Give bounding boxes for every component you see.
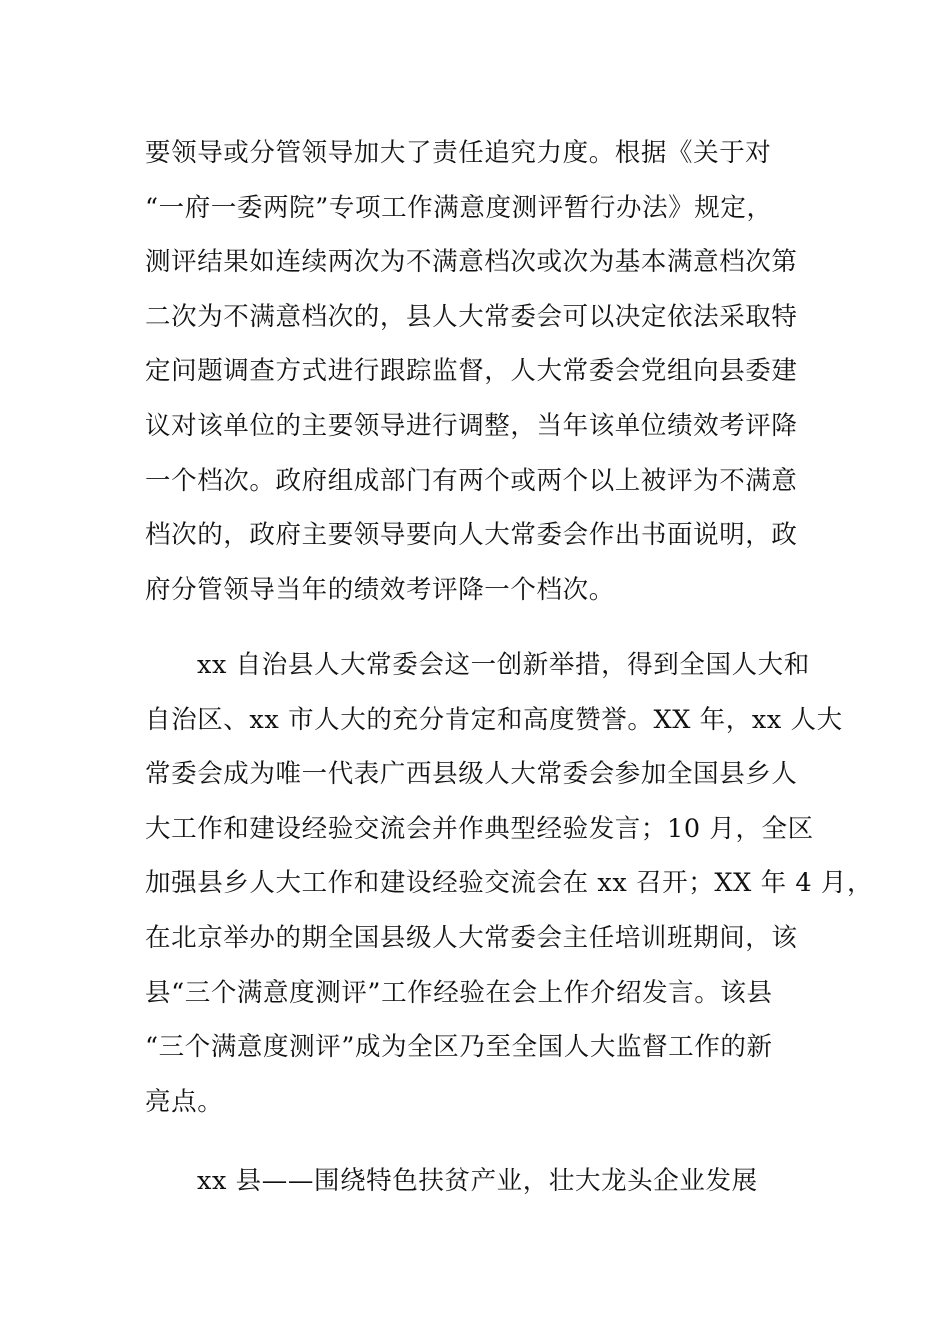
- text-line: “一府一委两院”专项工作满意度测评暂行办法》规定，: [145, 192, 773, 223]
- section-heading: xx 县——围绕特色扶贫产业，壮大龙头企业发展: [197, 1166, 758, 1196]
- text-line: 自治区、xx 市人大的充分肯定和高度赞誉。XX 年，xx 人大: [145, 704, 843, 735]
- text-line: 亮点。: [145, 1086, 224, 1117]
- text-line: 在北京举办的期全国县级人大常委会主任培训班期间，该: [145, 922, 798, 953]
- text-line: xx 自治县人大常委会这一创新举措，得到全国人大和: [197, 650, 810, 680]
- text-line: 定问题调查方式进行跟踪监督，人大常委会党组向县委建: [145, 356, 798, 387]
- paragraph-responsibility-accountability: [145, 126, 815, 617]
- text-line: 一个档次。政府组成部门有两个或两个以上被评为不满意: [145, 465, 798, 496]
- text-line: 档次的，政府主要领导要向人大常委会作出书面说明，政: [145, 520, 798, 551]
- text-line: 二次为不满意档次的，县人大常委会可以决定依法采取特: [145, 301, 798, 332]
- text-line: 县“三个满意度测评”工作经验在会上作介绍发言。该县: [145, 977, 773, 1008]
- text-line: 加强县乡人大工作和建设经验交流会在 xx 召开；XX 年 4 月，: [145, 868, 874, 899]
- paragraph-innovation-recognition: [145, 638, 874, 1129]
- text-line: 大工作和建设经验交流会并作典型经验发言；10 月，全区: [145, 813, 814, 844]
- text-line: 要领导或分管领导加大了责任追究力度。根据《关于对: [145, 138, 772, 168]
- text-line: 常委会成为唯一代表广西县级人大常委会参加全国县乡人: [145, 759, 798, 790]
- text-line: 议对该单位的主要领导进行调整，当年该单位绩效考评降: [145, 410, 798, 441]
- text-line: “三个满意度测评”成为全区乃至全国人大监督工作的新: [145, 1032, 773, 1063]
- section-heading-poverty-industry: [145, 1154, 815, 1209]
- text-line: 测评结果如连续两次为不满意档次或次为基本满意档次第: [145, 247, 798, 278]
- text-line: 府分管领导当年的绩效考评降一个档次。: [145, 574, 615, 605]
